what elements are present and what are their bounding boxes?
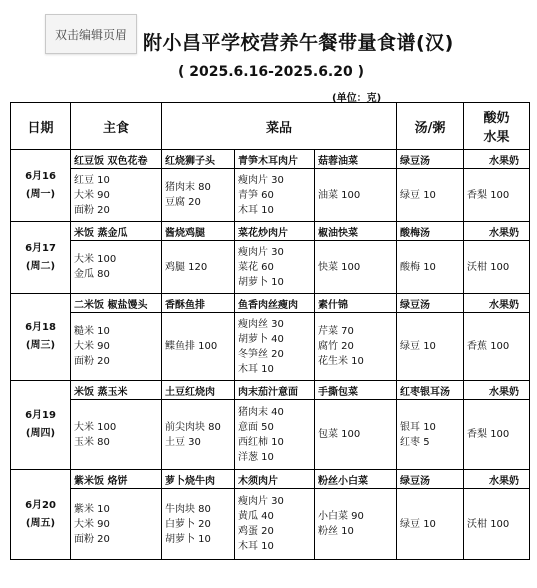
ingredient-item: 大米 100 xyxy=(74,421,117,433)
ingredient-item: 油菜 100 xyxy=(318,189,361,201)
dish2-name: 肉末茄汁意面 xyxy=(235,381,315,400)
date-range: ( 2025.6.16-2025.6.20 ) xyxy=(178,64,365,80)
ingredient-item: 紫米 10 xyxy=(74,503,110,515)
dish3-ingredients xyxy=(315,489,397,560)
header-staple: 主食 xyxy=(71,103,162,150)
day-date: 6月20 xyxy=(25,499,56,511)
ingredient-item: 大米 90 xyxy=(74,518,110,530)
day-cell xyxy=(11,150,71,222)
day-weekday: (周二) xyxy=(25,260,56,272)
dish3-ingredients xyxy=(315,169,397,222)
soup-name: 绿豆汤 xyxy=(397,470,464,489)
header-soup: 汤/粥 xyxy=(397,103,464,150)
ingredient-item: 香蕉 100 xyxy=(467,341,510,352)
ingredient-item: 面粉 20 xyxy=(74,533,110,545)
dish2-name: 青笋木耳肉片 xyxy=(235,150,315,169)
menu-table xyxy=(10,102,530,560)
ingredient-item: 白萝卜 20 xyxy=(165,518,211,530)
dish1-ingredients xyxy=(162,169,235,222)
dish2-ingredients xyxy=(235,313,315,381)
dish1-ingredients xyxy=(162,313,235,381)
dish3-name: 粉丝小白菜 xyxy=(315,470,397,489)
ingredient-item: 面粉 20 xyxy=(74,204,110,216)
ingredient-item: 猪肉末 40 xyxy=(238,406,284,418)
dish1-name: 酱烧鸡腿 xyxy=(162,222,235,241)
day-name-row xyxy=(11,294,530,313)
ingredient-item: 土豆 30 xyxy=(165,436,201,448)
ingredient-item: 玉米 80 xyxy=(74,436,110,448)
fruit-ingredients xyxy=(464,313,530,381)
ingredient-item: 豆腐 20 xyxy=(165,197,201,208)
header-yogurt: 酸奶 xyxy=(483,111,510,126)
day-ingredients-row xyxy=(11,400,530,470)
ingredient-item: 红豆 10 xyxy=(74,174,110,186)
staple-name: 红豆饭 双色花卷 xyxy=(71,150,162,169)
staple-ingredients xyxy=(71,313,162,381)
dish2-ingredients xyxy=(235,400,315,470)
ingredient-item: 木耳 10 xyxy=(238,363,274,375)
dish2-name: 菜花炒肉片 xyxy=(235,222,315,241)
ingredient-item: 木耳 10 xyxy=(238,541,274,552)
day-cell xyxy=(11,222,71,294)
ingredient-item: 花生米 10 xyxy=(318,356,364,367)
edit-header-button[interactable]: 双击编辑页眉 xyxy=(45,14,137,54)
ingredient-item: 胡萝卜 10 xyxy=(165,533,211,545)
dish2-name: 木须肉片 xyxy=(235,470,315,489)
fruit-name: 水果奶 xyxy=(464,470,530,489)
fruit-name: 水果奶 xyxy=(464,381,530,400)
day-date: 6月16 xyxy=(25,170,56,182)
ingredient-item: 腐竹 20 xyxy=(318,341,354,352)
staple-ingredients xyxy=(71,169,162,222)
day-weekday: (周一) xyxy=(25,188,56,200)
ingredient-item: 胡萝卜 10 xyxy=(238,276,284,288)
ingredient-item: 牛肉块 80 xyxy=(165,503,211,515)
soup-name: 绿豆汤 xyxy=(397,294,464,313)
ingredient-item: 瘦肉片 30 xyxy=(238,246,284,258)
dish1-name: 土豆红烧肉 xyxy=(162,381,235,400)
dish1-name: 香酥鱼排 xyxy=(162,294,235,313)
day-date: 6月18 xyxy=(25,322,56,333)
day-weekday: (周四) xyxy=(25,428,56,439)
ingredient-item: 鸡腿 120 xyxy=(165,261,208,273)
page-title: 附小昌平学校营养午餐带量食谱(汉) xyxy=(143,32,454,54)
header-fruit: 水果 xyxy=(483,130,510,145)
day-date: 6月17 xyxy=(25,242,56,254)
ingredient-item: 包菜 100 xyxy=(318,429,361,440)
ingredient-item: 木耳 10 xyxy=(238,204,274,216)
day-cell xyxy=(11,470,71,560)
dish1-ingredients xyxy=(162,241,235,294)
dish2-name: 鱼香肉丝瘦肉 xyxy=(235,294,315,313)
dish2-ingredients xyxy=(235,169,315,222)
soup-ingredients xyxy=(397,169,464,222)
ingredient-item: 红枣 5 xyxy=(400,436,430,448)
fruit-ingredients xyxy=(464,169,530,222)
dish1-name: 红烧狮子头 xyxy=(162,150,235,169)
dish3-name: 椒油快菜 xyxy=(315,222,397,241)
ingredient-item: 瘦肉片 30 xyxy=(238,496,284,507)
ingredient-item: 菜花 60 xyxy=(238,261,274,273)
dish3-ingredients xyxy=(315,400,397,470)
dish3-name: 素什锦 xyxy=(315,294,397,313)
soup-ingredients xyxy=(397,313,464,381)
staple-name: 二米饭 椒盐馒头 xyxy=(71,294,162,313)
dish3-name: 手撕包菜 xyxy=(315,381,397,400)
staple-ingredients xyxy=(71,241,162,294)
ingredient-item: 鲽鱼排 100 xyxy=(165,341,218,352)
ingredient-item: 大米 90 xyxy=(74,341,110,352)
soup-ingredients xyxy=(397,489,464,560)
ingredient-item: 冬笋丝 20 xyxy=(238,348,284,360)
ingredient-item: 糙米 10 xyxy=(74,326,110,337)
day-date: 6月19 xyxy=(25,410,56,421)
day-weekday: (周五) xyxy=(25,517,56,529)
ingredient-item: 前尖肉块 80 xyxy=(165,421,221,433)
fruit-name: 水果奶 xyxy=(464,150,530,169)
day-cell xyxy=(11,381,71,470)
staple-name: 紫米饭 烙饼 xyxy=(71,470,162,489)
fruit-name: 水果奶 xyxy=(464,222,530,241)
staple-ingredients xyxy=(71,489,162,560)
ingredient-item: 猪肉末 80 xyxy=(165,182,211,193)
ingredient-item: 沃柑 100 xyxy=(467,518,510,530)
staple-name: 米饭 蒸金瓜 xyxy=(71,222,162,241)
ingredient-item: 小白菜 90 xyxy=(318,511,364,522)
header-date: 日期 xyxy=(11,103,71,150)
ingredient-item: 绿豆 10 xyxy=(400,189,436,201)
dish2-ingredients xyxy=(235,489,315,560)
ingredient-item: 胡萝卜 40 xyxy=(238,333,284,345)
dish3-ingredients xyxy=(315,241,397,294)
fruit-ingredients xyxy=(464,400,530,470)
soup-ingredients xyxy=(397,241,464,294)
dish1-name: 萝卜烧牛肉 xyxy=(162,470,235,489)
day-name-row xyxy=(11,381,530,400)
unit-label: (单位：克) xyxy=(332,93,382,104)
dish2-ingredients xyxy=(235,241,315,294)
fruit-name: 水果奶 xyxy=(464,294,530,313)
header-yogurt-fruit xyxy=(464,103,530,150)
fruit-ingredients xyxy=(464,241,530,294)
ingredient-item: 芹菜 70 xyxy=(318,326,354,337)
ingredient-item: 大米 90 xyxy=(74,189,110,201)
ingredient-item: 酸梅 10 xyxy=(400,261,436,273)
ingredient-item: 鸡蛋 20 xyxy=(238,526,274,537)
ingredient-item: 意面 50 xyxy=(238,421,274,433)
header-row xyxy=(11,103,530,150)
ingredient-item: 西红柿 10 xyxy=(238,436,284,448)
day-name-row xyxy=(11,222,530,241)
dish3-name: 菇蓉油菜 xyxy=(315,150,397,169)
ingredient-item: 香梨 100 xyxy=(467,429,510,440)
day-cell xyxy=(11,294,71,381)
day-name-row xyxy=(11,150,530,169)
ingredient-item: 粉丝 10 xyxy=(318,526,354,537)
ingredient-item: 绿豆 10 xyxy=(400,518,436,530)
ingredient-item: 面粉 20 xyxy=(74,356,110,367)
staple-ingredients xyxy=(71,400,162,470)
ingredient-item: 大米 100 xyxy=(74,254,117,265)
soup-name: 红枣银耳汤 xyxy=(397,381,464,400)
ingredient-item: 青笋 60 xyxy=(238,189,274,201)
soup-name: 绿豆汤 xyxy=(397,150,464,169)
ingredient-item: 洋葱 10 xyxy=(238,451,274,463)
day-ingredients-row xyxy=(11,241,530,294)
day-ingredients-row xyxy=(11,489,530,560)
ingredient-item: 银耳 10 xyxy=(400,421,436,433)
dish1-ingredients xyxy=(162,489,235,560)
ingredient-item: 绿豆 10 xyxy=(400,341,436,352)
ingredient-item: 瘦肉片 30 xyxy=(238,174,284,186)
ingredient-item: 沃柑 100 xyxy=(467,261,510,273)
day-name-row xyxy=(11,470,530,489)
ingredient-item: 快菜 100 xyxy=(318,261,361,273)
ingredient-item: 金瓜 80 xyxy=(74,269,110,280)
ingredient-item: 黄瓜 40 xyxy=(238,511,274,522)
soup-ingredients xyxy=(397,400,464,470)
staple-name: 米饭 蒸玉米 xyxy=(71,381,162,400)
day-ingredients-row xyxy=(11,313,530,381)
soup-name: 酸梅汤 xyxy=(397,222,464,241)
header-dishes: 菜品 xyxy=(162,103,397,150)
fruit-ingredients xyxy=(464,489,530,560)
dish3-ingredients xyxy=(315,313,397,381)
day-weekday: (周三) xyxy=(25,340,56,351)
dish1-ingredients xyxy=(162,400,235,470)
ingredient-item: 瘦肉丝 30 xyxy=(238,318,284,330)
day-ingredients-row xyxy=(11,169,530,222)
ingredient-item: 香梨 100 xyxy=(467,189,510,201)
